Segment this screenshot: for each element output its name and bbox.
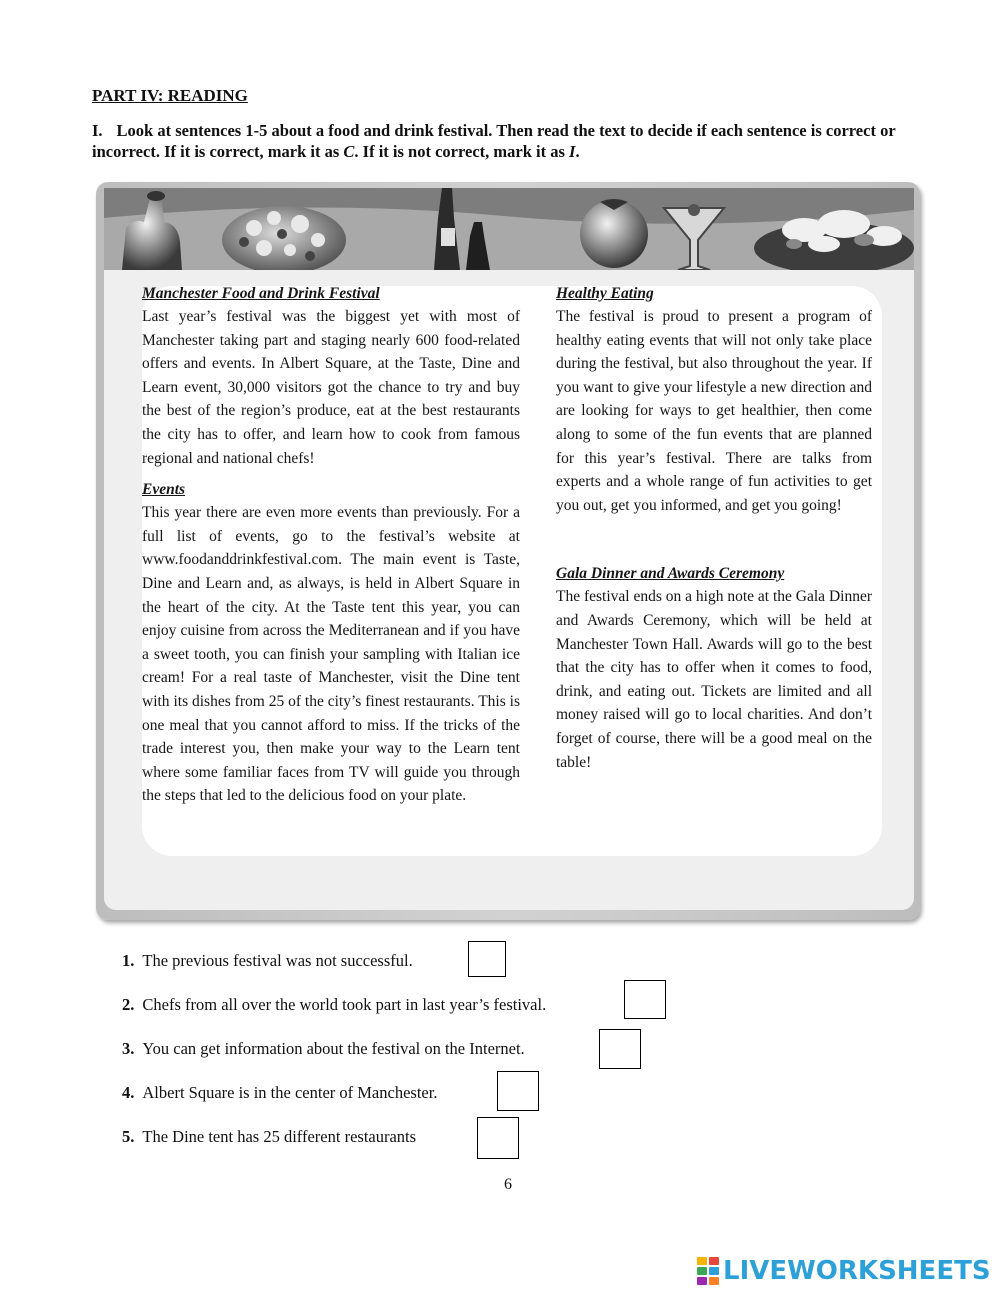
logo-block bbox=[697, 1257, 707, 1265]
logo-block bbox=[697, 1267, 707, 1275]
question-text: Chefs from all over the world took part in last year’s festival. bbox=[142, 995, 547, 1014]
page-number: 6 bbox=[504, 1176, 512, 1193]
logo-block bbox=[709, 1267, 719, 1275]
heading-events: Events bbox=[142, 481, 186, 499]
question-text: The previous festival was not successful. bbox=[142, 951, 413, 970]
answer-box-5[interactable] bbox=[477, 1117, 519, 1159]
question-text: Albert Square is in the center of Manchester. bbox=[142, 1083, 438, 1102]
logo-block bbox=[709, 1277, 719, 1285]
instructions-number: I. bbox=[92, 121, 103, 140]
part-title: PART IV: READING bbox=[92, 86, 248, 105]
question-number: 5. bbox=[122, 1127, 135, 1146]
question-5 bbox=[122, 1126, 416, 1148]
question-1 bbox=[122, 950, 413, 972]
paragraph-healthy-eating: The festival is proud to present a program of healthy eating events that will not only take place during the festival, but also throughout the year. If you want to give your lifestyle a new direction and are looking for ways to get healthier, then come along to some of the fun events that are planned for this year’s festival. There are talks from experts and a whole range of fun activities to get you out, get you informed, and get you going! bbox=[556, 308, 872, 514]
liveworksheets-logo-text: LIVEWORKSHEETS bbox=[723, 1256, 991, 1286]
paragraph-manchester-festival: Last year’s festival was the biggest yet with most of Manchester taking part and staging nearly 600 food-related offers and events. In Albert Square, at the Taste, Dine and Learn event, 30,000 visitors got the chance to try and buy the best of the region’s produce, eat at the best restaurants the city has to offer, and learn how to cook from famous regional and national chefs! bbox=[142, 308, 520, 467]
question-2 bbox=[122, 994, 546, 1016]
logo-block bbox=[709, 1257, 719, 1265]
answer-box-1[interactable] bbox=[468, 941, 506, 977]
heading-healthy-eating: Healthy Eating bbox=[556, 285, 654, 302]
answer-box-3[interactable] bbox=[599, 1029, 641, 1069]
paragraph-events: This year there are even more events than previously. For a full list of events, go to the festival’s website at www.foodanddrinkfestival.com. The main event is Taste, Dine and Learn and, as always, is held in Albert Square in the heart of the city. At the Taste tent this year, you can enjoy cuisine from across the Mediterranean and if you have a sweet tooth, you can finish your sampling with Italian ice cream! For a real taste of Manchester, visit the Dine tent with its dishes from 25 of the city’s finest restaurants. This is one meal that you cannot afford to miss. If the tricks of the trade interest you, then make your way to the Learn tent where some familiar faces from TV will guide you through the steps that led to the delicious food on your plate. bbox=[142, 504, 520, 805]
logo-block bbox=[697, 1277, 707, 1285]
answer-box-2[interactable] bbox=[624, 980, 666, 1019]
answer-box-4[interactable] bbox=[497, 1071, 539, 1111]
question-text: The Dine tent has 25 different restaurants bbox=[142, 1127, 417, 1146]
question-4 bbox=[122, 1082, 437, 1104]
heading-manchester-festival: Manchester Food and Drink Festival bbox=[142, 285, 380, 302]
instructions-text-a: Look at sentences 1-5 about a food and drink festival. Then read the text to decide if each sentence is correct or incorrect. If it is correct, mark it as bbox=[92, 121, 896, 161]
tomato-icon bbox=[580, 200, 648, 268]
question-number: 1. bbox=[122, 951, 135, 970]
instructions-mark-i: I bbox=[569, 142, 576, 161]
instructions-text-c: . bbox=[575, 142, 580, 161]
liveworksheets-logo bbox=[697, 1254, 991, 1288]
question-number: 3. bbox=[122, 1039, 135, 1058]
liveworksheets-logo-icon bbox=[697, 1257, 719, 1285]
question-3 bbox=[122, 1038, 525, 1060]
question-number: 4. bbox=[122, 1083, 135, 1102]
article-left-column bbox=[142, 283, 520, 808]
question-number: 2. bbox=[122, 995, 135, 1014]
instructions-mark-c: C bbox=[343, 142, 355, 161]
food-banner-image bbox=[104, 188, 914, 270]
instructions bbox=[92, 120, 932, 162]
paragraph-gala-dinner: The festival ends on a high note at the Gala Dinner and Awards Ceremony, which will be held at Manchester Town Hall. Awards will go to the best that the city has to offer when it comes to food, drink, and eating out. Tickets are limited and all money raised will go to local charities. And don’t forget of course, there will be a good meal on the table! bbox=[556, 588, 872, 771]
instructions-text-b: . If it is not correct, mark it as bbox=[354, 142, 570, 161]
food-banner-illustration bbox=[104, 188, 914, 270]
article-right-column bbox=[556, 283, 872, 774]
heading-gala-dinner: Gala Dinner and Awards Ceremony bbox=[556, 565, 785, 583]
question-text: You can get information about the festival on the Internet. bbox=[142, 1039, 525, 1058]
